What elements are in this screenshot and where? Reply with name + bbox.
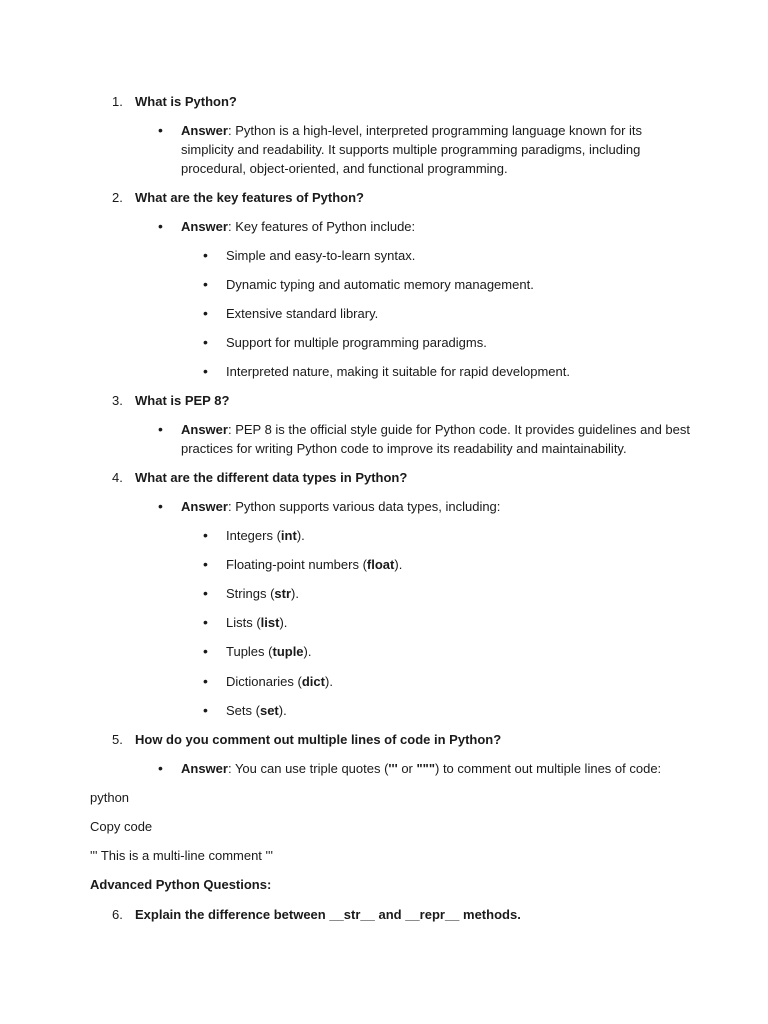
question-title: What is Python? [135,94,237,109]
bullet-icon: • [158,421,163,437]
list-item: Support for multiple programming paradigms. [226,335,487,350]
question-title: What are the key features of Python? [135,190,364,205]
bullet-icon: • [203,247,208,263]
list-item: Strings (str). [226,586,299,601]
answer-text: : Key features of Python include: [227,219,416,234]
bullet-icon: • [158,122,163,138]
list-item: Simple and easy-to-learn syntax. [226,248,416,263]
question-number: 5. [112,732,123,747]
answer-text: : Python supports various data types, including: [227,499,501,514]
bullet-icon: • [203,363,208,379]
answer-label: Answer [181,422,228,437]
question-title: What are the different data types in Python? [135,470,408,485]
question-number: 2. [112,190,123,205]
list-item: Dynamic typing and automatic memory management. [226,277,534,292]
answer-text: simplicity and readability. It supports multiple programming paradigms, including [181,142,641,157]
answer-line [181,121,642,140]
answer-label: Answer [181,499,228,514]
answer-label: Answer [181,123,228,138]
question-title: What is PEP 8? [135,393,230,408]
bullet-icon: • [203,673,208,689]
bullet-icon: • [203,585,208,601]
bullet-icon: • [203,643,208,659]
bullet-icon: • [203,305,208,321]
question-number: 6. [112,907,123,922]
answer-text: procedural, object-oriented, and functional programming. [181,161,508,176]
bullet-icon: • [203,527,208,543]
answer-line [181,217,415,236]
answer-text: : Python is a high-level, interpreted programming language known for its [227,123,643,138]
bullet-icon: • [203,556,208,572]
list-item: Floating-point numbers (float). [226,557,403,572]
answer-text: practices for writing Python code to improve its readability and maintainability. [181,441,627,456]
answer-label: Answer [181,219,228,234]
bullet-icon: • [158,498,163,514]
bullet-icon: • [203,334,208,350]
answer-text: : PEP 8 is the official style guide for Python code. It provides guidelines and best [227,422,690,437]
bullet-icon: • [203,702,208,718]
list-item: Integers (int). [226,528,305,543]
answer-line [181,497,500,516]
question-title: Explain the difference between __str__ and __repr__ methods. [135,907,521,922]
answer-line [181,420,690,439]
copy-code-button[interactable]: Copy code [90,819,153,834]
code-language-label: python [90,790,130,805]
list-item: Dictionaries (dict). [226,674,333,689]
code-snippet: ''' This is a multi-line comment ''' [90,848,273,863]
list-item: Sets (set). [226,703,287,718]
bullet-icon: • [203,276,208,292]
section-heading: Advanced Python Questions: [90,877,272,892]
question-number: 1. [112,94,123,109]
answer-label: Answer [181,761,228,776]
answer-line: Answer: You can use triple quotes (''' or """) to comment out multiple lines of code: [181,761,662,776]
bullet-icon: • [203,614,208,630]
list-item: Extensive standard library. [226,306,379,321]
list-item: Lists (list). [226,615,288,630]
list-item: Interpreted nature, making it suitable for rapid development. [226,364,570,379]
question-number: 4. [112,470,123,485]
bullet-icon: • [158,760,163,776]
question-number: 3. [112,393,123,408]
question-title: How do you comment out multiple lines of code in Python? [135,732,502,747]
bullet-icon: • [158,218,163,234]
list-item: Tuples (tuple). [226,644,312,659]
